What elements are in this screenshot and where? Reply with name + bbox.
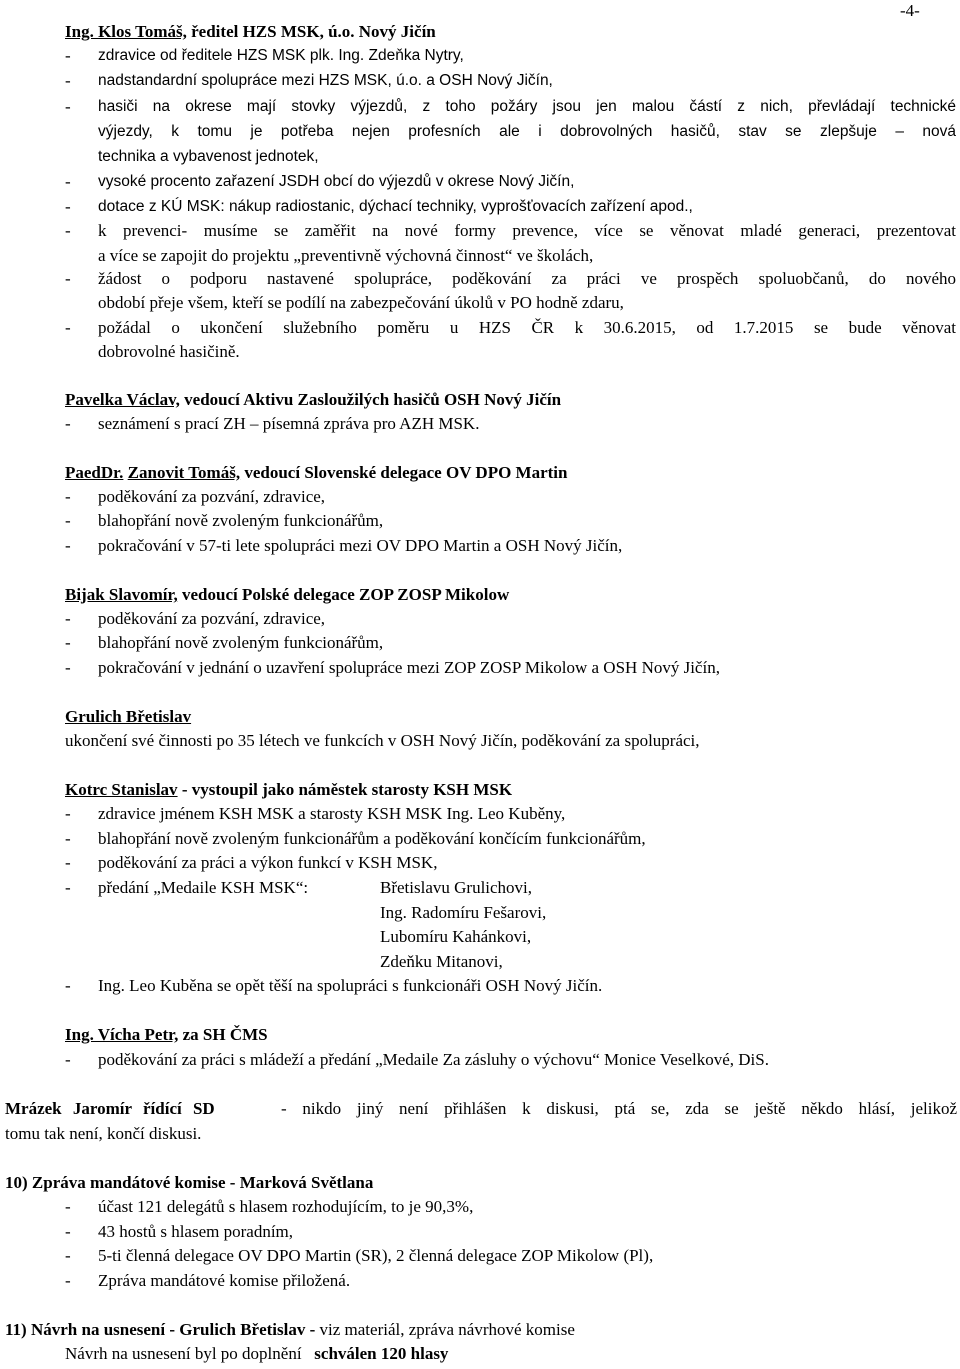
mrazek-paragraph	[5, 1098, 957, 1120]
heading-kotrc	[65, 779, 512, 801]
medal-recipient: Břetislavu Grulichovi,	[380, 878, 533, 897]
heading-klos	[65, 21, 436, 43]
heading-kotrc-name: Kotrc Stanislav	[65, 780, 178, 799]
heading-vicha-rest: za SH ČMS	[178, 1025, 268, 1044]
heading-pavelka	[65, 389, 561, 411]
point11-result: schválen 120 hlasy	[314, 1344, 449, 1363]
heading-grulich: Grulich Břetislav	[65, 707, 192, 726]
heading-zanovit	[65, 462, 567, 484]
page-number: -4-	[900, 1, 920, 20]
medal-recipient: Zdeňku Mitanovi,	[380, 952, 503, 971]
heading-klos-rest: ředitel HZS MSK, ú.o. Nový Jičín	[186, 22, 436, 41]
heading-kotrc-rest: - vystoupil jako náměstek starosty KSH MSK	[177, 780, 513, 799]
heading-zanovit-prefix: PaedDr.	[65, 463, 124, 482]
heading-bijak-name: Bijak Slavomír,	[65, 585, 178, 604]
heading-zanovit-name: Zanovit Tomáš,	[127, 463, 241, 482]
point11-line2-text: Návrh na usnesení byl po doplnění	[65, 1344, 302, 1363]
heading-pavelka-rest: vedoucí Aktivu Zasloužilých hasičů OSH Nový Jičín	[179, 390, 562, 409]
heading-point11-rest: viz materiál, zpráva návrhové komise	[315, 1320, 575, 1339]
heading-bijak-rest: vedoucí Polské delegace ZOP ZOSP Mikolow	[177, 585, 510, 604]
heading-point11	[5, 1319, 575, 1341]
heading-vicha-name: Ing. Vícha Petr,	[65, 1025, 179, 1044]
grulich-text: ukončení své činnosti po 35 létech ve funkcích v OSH Nový Jičín, poděkování za spolupráci,	[65, 731, 700, 750]
point11-line2	[65, 1343, 448, 1365]
mrazek-name: Mrázek Jaromír řídící SD	[5, 1099, 215, 1118]
heading-point10: 10) Zpráva mandátové komise - Marková Světlana	[5, 1173, 374, 1192]
heading-point11-title: 11) Návrh na usnesení - Grulich Břetislav -	[5, 1320, 316, 1339]
heading-klos-name: Ing. Klos Tomáš,	[65, 22, 187, 41]
mrazek-line1: - nikdo jiný není přihlášen k diskusi, ptá se, zda se ještě někdo hlásí, jelikož	[281, 1099, 957, 1118]
heading-bijak	[65, 584, 509, 606]
mrazek-line2: tomu tak není, končí diskusi.	[5, 1124, 202, 1143]
heading-pavelka-name: Pavelka Václav,	[65, 390, 180, 409]
heading-vicha	[65, 1024, 268, 1046]
medal-recipient: Lubomíru Kahánkovi,	[380, 927, 532, 946]
medal-recipient: Ing. Radomíru Fešarovi,	[380, 903, 547, 922]
heading-zanovit-rest: vedoucí Slovenské delegace OV DPO Martin	[240, 463, 568, 482]
